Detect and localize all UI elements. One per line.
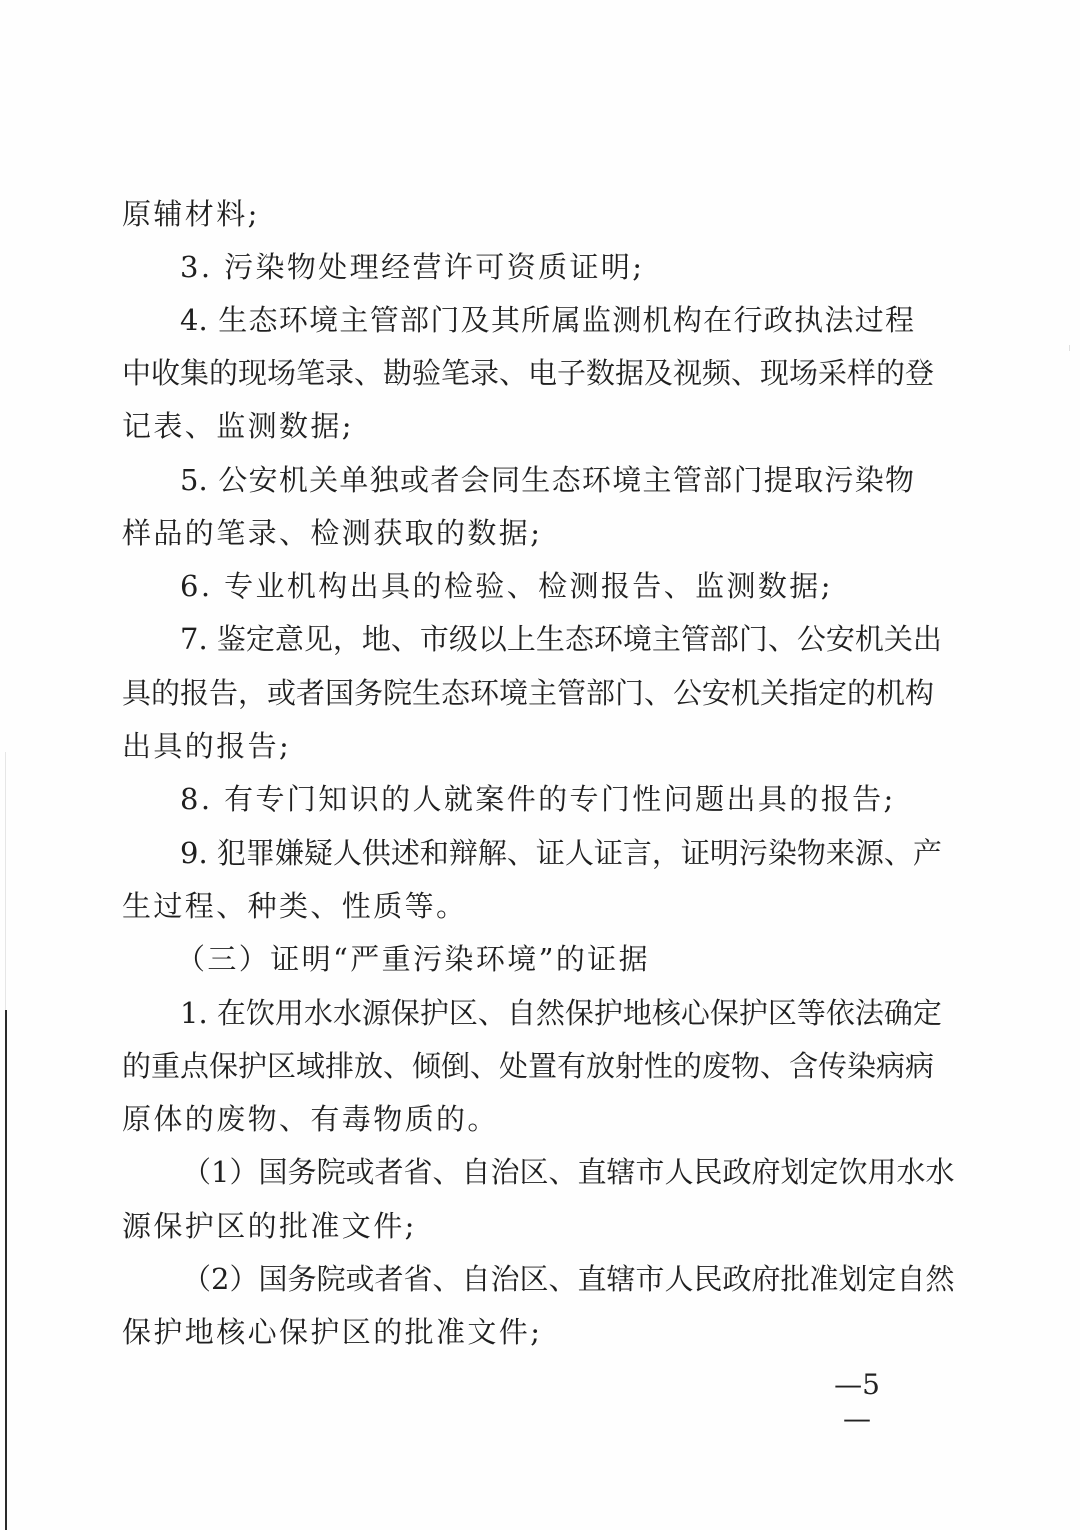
list-item-7-cont-2: 出具的报告; [122, 729, 292, 763]
list-item-4-cont-2: 记表、监测数据; [122, 409, 354, 443]
evidence-item-1-cont-2: 原体的废物、有毒物质的。 [122, 1102, 499, 1136]
sub-item-2-cont: 保护地核心保护区的批准文件; [122, 1315, 543, 1349]
list-item-6: 6. 专业机构出具的检验、检测报告、监测数据; [180, 569, 833, 603]
list-item-7-cont-1: 具的报告，或者国务院生态环境主管部门、公安机关指定的机构 [122, 676, 935, 710]
list-item-9-cont: 生过程、种类、性质等。 [122, 889, 468, 923]
list-item-9: 9. 犯罪嫌疑人供述和辩解、证人证言，证明污染物来源、产 [180, 836, 942, 870]
section-heading-3: （三）证明“严重污染环境”的证据 [176, 942, 651, 976]
list-item-4-cont-1: 中收集的现场笔录、勘验笔录、电子数据及视频、现场采样的登 [122, 356, 935, 390]
sub-item-2: （2）国务院或者省、自治区、直辖市人民政府批准划定自然 [182, 1262, 955, 1296]
sub-item-1-cont: 源保护区的批准文件; [122, 1209, 417, 1243]
list-item-5: 5. 公安机关单独或者会同生态环境主管部门提取污染物 [180, 463, 914, 497]
page-number: —5— [834, 1368, 880, 1435]
list-item-4: 4. 生态环境主管部门及其所属监测机构在行政执法过程 [180, 303, 914, 337]
evidence-item-1-cont-1: 的重点保护区域排放、倾倒、处置有放射性的废物、含传染病病 [122, 1049, 935, 1083]
list-item-5-cont: 样品的笔录、检测获取的数据; [122, 516, 543, 550]
scan-speck [1069, 345, 1070, 351]
sub-item-1: （1）国务院或者省、自治区、直辖市人民政府划定饮用水水 [182, 1155, 955, 1189]
text-line-continuation: 原辅材料; [122, 197, 260, 231]
evidence-item-1: 1. 在饮用水水源保护区、自然保护地核心保护区等依法确定 [180, 996, 942, 1030]
scan-edge-line [5, 1010, 7, 1530]
list-item-7: 7. 鉴定意见，地、市级以上生态环境主管部门、公安机关出 [180, 622, 942, 656]
scan-edge-line-faint [5, 752, 6, 1012]
list-item-3: 3. 污染物处理经营许可资质证明; [180, 250, 645, 284]
list-item-8: 8. 有专门知识的人就案件的专门性问题出具的报告; [180, 782, 896, 816]
